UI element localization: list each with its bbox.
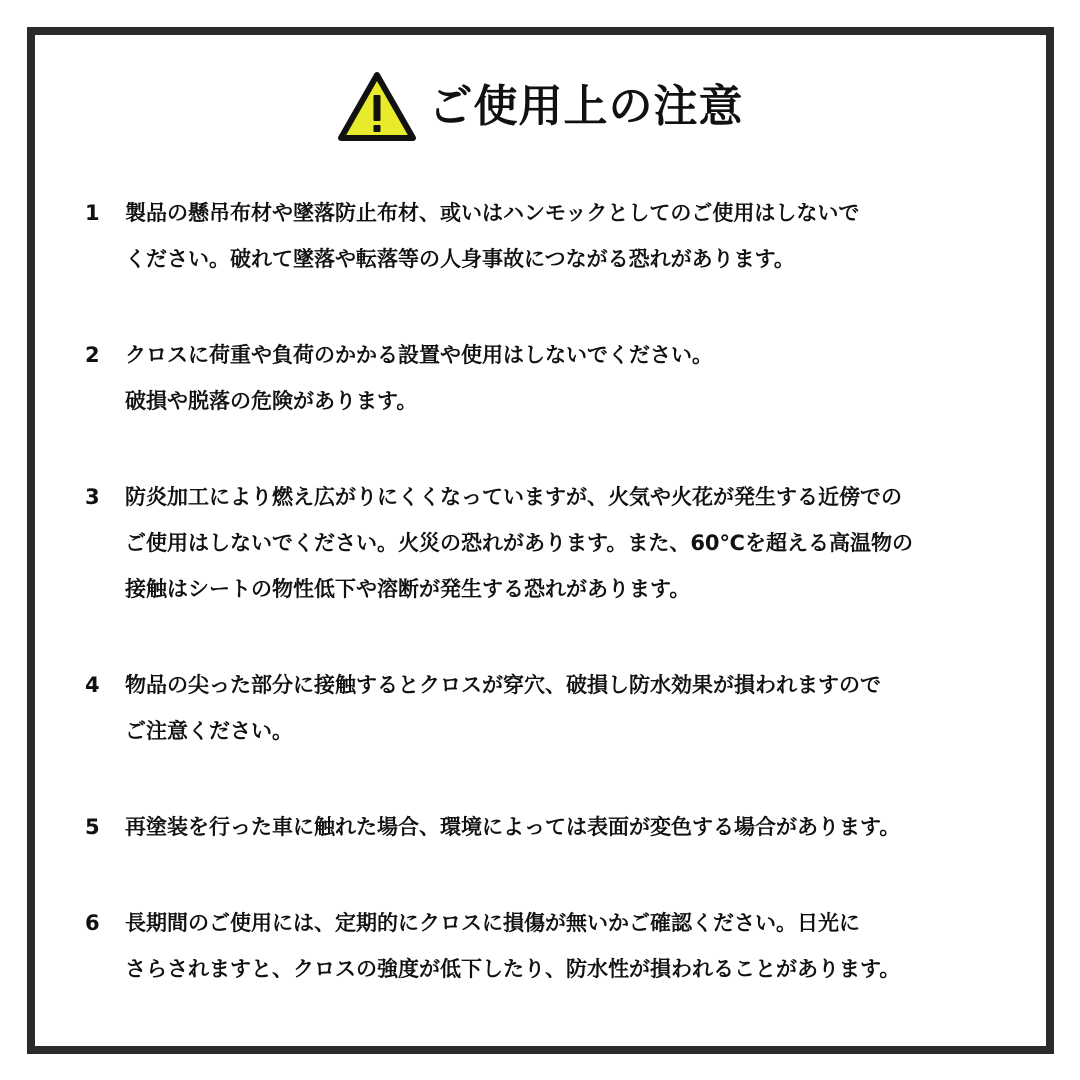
note-line: クロスに荷重や負荷のかかる設置や使用はしないでください。 xyxy=(125,343,713,367)
note-text xyxy=(125,474,961,612)
note-number: 6 xyxy=(85,911,100,935)
note-text xyxy=(125,804,961,850)
list-item xyxy=(85,190,985,282)
note-number: 5 xyxy=(85,815,100,839)
notes-list xyxy=(85,190,985,992)
list-item xyxy=(85,332,985,424)
note-number: 1 xyxy=(85,201,100,225)
note-text xyxy=(125,900,961,992)
note-line: ご注意ください。 xyxy=(125,719,293,743)
note-number: 4 xyxy=(85,673,100,697)
note-line: 接触はシートの物性低下や溶断が発生する恐れがあります。 xyxy=(125,577,691,601)
list-item xyxy=(85,474,985,612)
note-line: ください。破れて墜落や転落等の人身事故につながる恐れがあります。 xyxy=(125,247,795,271)
note-line: 長期間のご使用には、定期的にクロスに損傷が無いかご確認ください。日光に xyxy=(125,911,860,935)
header xyxy=(0,62,1080,152)
list-item xyxy=(85,900,985,992)
note-number: 2 xyxy=(85,343,100,367)
note-number: 3 xyxy=(85,485,100,509)
warning-triangle-icon xyxy=(337,71,417,143)
note-line: 製品の懸吊布材や墜落防止布材、或いはハンモックとしてのご使用はしないで xyxy=(125,201,860,225)
note-text xyxy=(125,332,961,424)
list-item xyxy=(85,662,985,754)
list-item xyxy=(85,804,985,850)
note-line: 再塗装を行った車に触れた場合、環境によっては表面が変色する場合があります。 xyxy=(125,815,901,839)
note-line: 破損や脱落の危険があります。 xyxy=(125,389,418,413)
note-text xyxy=(125,662,961,754)
page-title: ご使用上の注意 xyxy=(428,81,744,132)
note-text xyxy=(125,190,961,282)
note-line: 防炎加工により燃え広がりにくくなっていますが、火気や火花が発生する近傍での xyxy=(125,485,902,509)
note-line: さらされますと、クロスの強度が低下したり、防水性が損われることがあります。 xyxy=(125,957,901,981)
note-line: ご使用はしないでください。火災の恐れがあります。また、60℃を超える高温物の xyxy=(125,531,913,555)
note-line: 物品の尖った部分に接触するとクロスが穿穴、破損し防水効果が損われますので xyxy=(125,673,881,697)
